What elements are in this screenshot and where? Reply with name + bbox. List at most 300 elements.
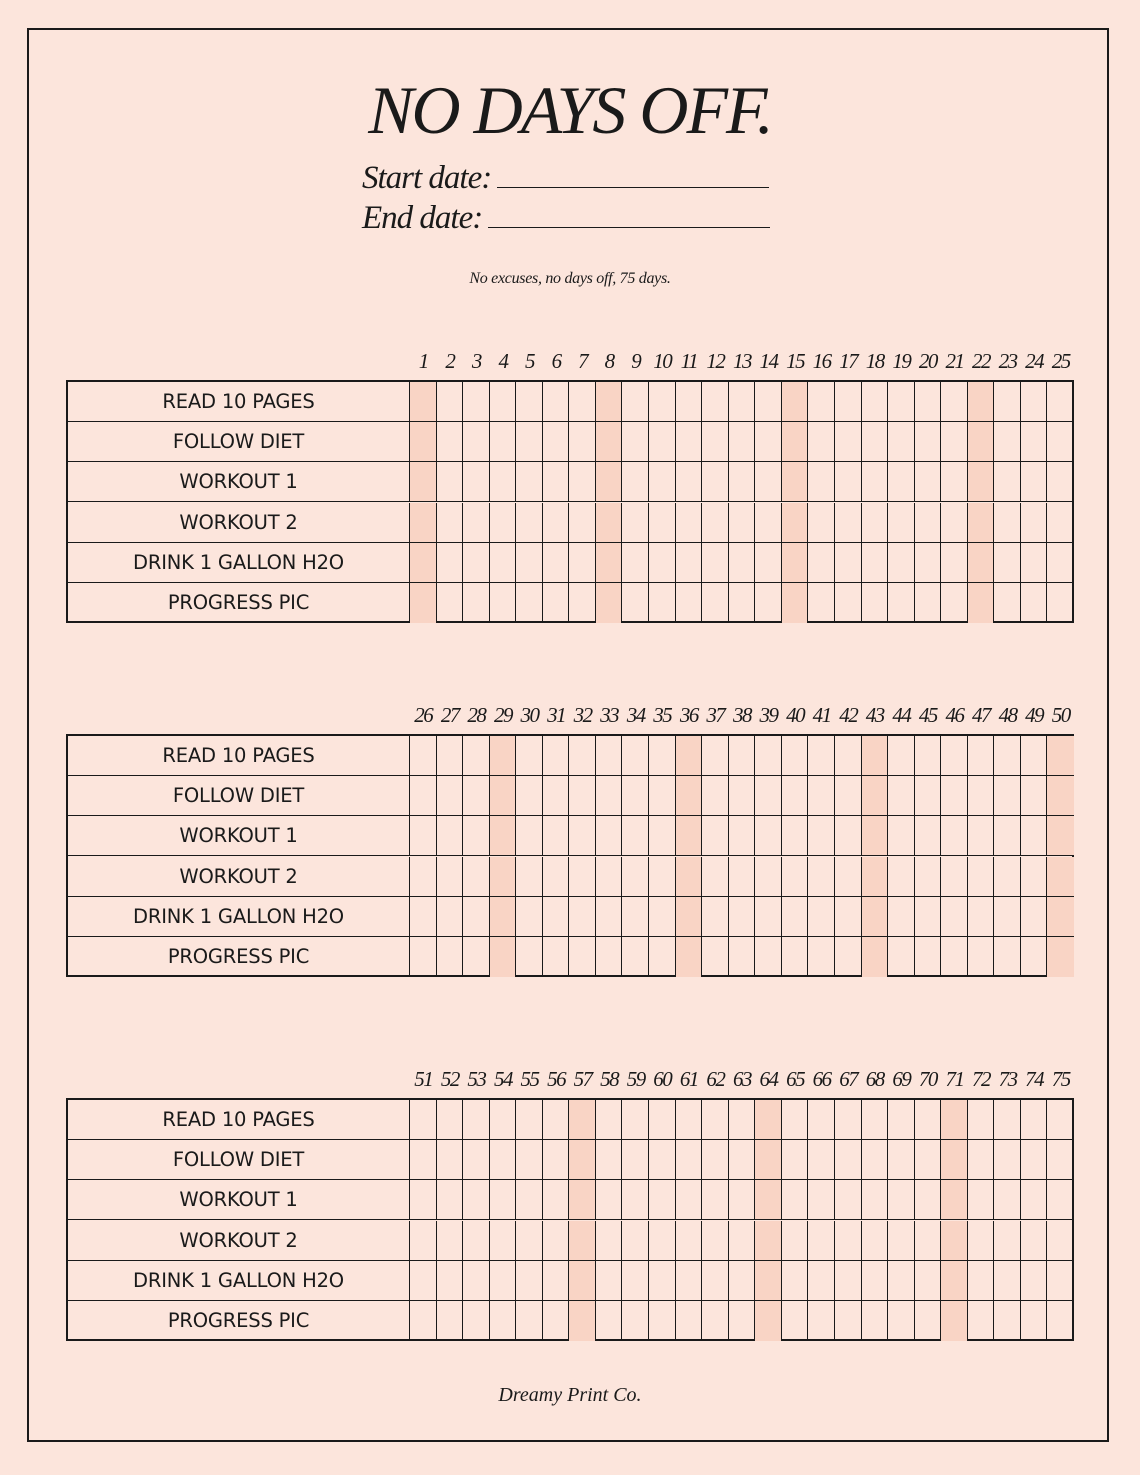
check-cell[interactable]: [543, 736, 570, 775]
check-cell[interactable]: [835, 382, 862, 421]
check-cell[interactable]: [729, 1180, 756, 1219]
check-cell[interactable]: [755, 1301, 782, 1341]
check-cell[interactable]: [888, 1140, 915, 1179]
check-cell[interactable]: [941, 1221, 968, 1260]
check-cell[interactable]: [888, 857, 915, 896]
check-cell[interactable]: [622, 382, 649, 421]
check-cell[interactable]: [729, 897, 756, 936]
check-cell[interactable]: [729, 816, 756, 855]
check-cell[interactable]: [755, 422, 782, 461]
check-cell[interactable]: [729, 1301, 756, 1341]
check-cell[interactable]: [702, 857, 729, 896]
check-cell[interactable]: [941, 897, 968, 936]
check-cell[interactable]: [782, 776, 809, 815]
check-cell[interactable]: [569, 1180, 596, 1219]
check-cell[interactable]: [808, 462, 835, 501]
check-cell[interactable]: [808, 736, 835, 775]
check-cell[interactable]: [649, 543, 676, 582]
check-cell[interactable]: [862, 897, 889, 936]
check-cell[interactable]: [1021, 1180, 1048, 1219]
check-cell[interactable]: [915, 583, 942, 623]
check-cell[interactable]: [862, 776, 889, 815]
check-cell[interactable]: [968, 543, 995, 582]
check-cell[interactable]: [516, 776, 543, 815]
check-cell[interactable]: [490, 543, 517, 582]
check-cell[interactable]: [941, 816, 968, 855]
check-cell[interactable]: [968, 1140, 995, 1179]
check-cell[interactable]: [516, 857, 543, 896]
check-cell[interactable]: [437, 583, 464, 623]
check-cell[interactable]: [410, 503, 437, 542]
check-cell[interactable]: [622, 816, 649, 855]
check-cell[interactable]: [1047, 776, 1074, 815]
check-cell[interactable]: [649, 1100, 676, 1139]
check-cell[interactable]: [702, 897, 729, 936]
check-cell[interactable]: [968, 776, 995, 815]
check-cell[interactable]: [968, 1100, 995, 1139]
check-cell[interactable]: [862, 1301, 889, 1341]
check-cell[interactable]: [994, 736, 1021, 775]
check-cell[interactable]: [888, 776, 915, 815]
check-cell[interactable]: [543, 1301, 570, 1341]
check-cell[interactable]: [569, 776, 596, 815]
check-cell[interactable]: [649, 897, 676, 936]
check-cell[interactable]: [543, 897, 570, 936]
check-cell[interactable]: [1021, 1301, 1048, 1341]
check-cell[interactable]: [994, 422, 1021, 461]
check-cell[interactable]: [437, 503, 464, 542]
check-cell[interactable]: [463, 583, 490, 623]
check-cell[interactable]: [543, 503, 570, 542]
check-cell[interactable]: [915, 736, 942, 775]
check-cell[interactable]: [463, 382, 490, 421]
check-cell[interactable]: [622, 937, 649, 977]
check-cell[interactable]: [862, 937, 889, 977]
check-cell[interactable]: [835, 1180, 862, 1219]
check-cell[interactable]: [490, 583, 517, 623]
check-cell[interactable]: [835, 503, 862, 542]
check-cell[interactable]: [516, 1301, 543, 1341]
check-cell[interactable]: [1047, 897, 1074, 936]
check-cell[interactable]: [569, 462, 596, 501]
check-cell[interactable]: [755, 1261, 782, 1300]
check-cell[interactable]: [915, 816, 942, 855]
check-cell[interactable]: [808, 1140, 835, 1179]
check-cell[interactable]: [490, 503, 517, 542]
check-cell[interactable]: [490, 736, 517, 775]
check-cell[interactable]: [490, 382, 517, 421]
check-cell[interactable]: [915, 857, 942, 896]
check-cell[interactable]: [437, 1221, 464, 1260]
check-cell[interactable]: [941, 382, 968, 421]
check-cell[interactable]: [569, 937, 596, 977]
check-cell[interactable]: [994, 583, 1021, 623]
check-cell[interactable]: [596, 1180, 623, 1219]
check-cell[interactable]: [755, 1221, 782, 1260]
check-cell[interactable]: [596, 857, 623, 896]
check-cell[interactable]: [862, 816, 889, 855]
check-cell[interactable]: [968, 897, 995, 936]
check-cell[interactable]: [622, 1100, 649, 1139]
check-cell[interactable]: [888, 1261, 915, 1300]
check-cell[interactable]: [676, 1261, 703, 1300]
check-cell[interactable]: [490, 1221, 517, 1260]
check-cell[interactable]: [1021, 736, 1048, 775]
check-cell[interactable]: [729, 776, 756, 815]
check-cell[interactable]: [729, 382, 756, 421]
check-cell[interactable]: [782, 816, 809, 855]
check-cell[interactable]: [410, 1140, 437, 1179]
check-cell[interactable]: [862, 1261, 889, 1300]
check-cell[interactable]: [862, 1100, 889, 1139]
check-cell[interactable]: [463, 1180, 490, 1219]
check-cell[interactable]: [543, 422, 570, 461]
check-cell[interactable]: [676, 937, 703, 977]
check-cell[interactable]: [516, 736, 543, 775]
check-cell[interactable]: [994, 1301, 1021, 1341]
check-cell[interactable]: [649, 382, 676, 421]
check-cell[interactable]: [702, 1261, 729, 1300]
check-cell[interactable]: [1047, 543, 1074, 582]
check-cell[interactable]: [968, 736, 995, 775]
check-cell[interactable]: [808, 543, 835, 582]
check-cell[interactable]: [1047, 1180, 1074, 1219]
check-cell[interactable]: [862, 1140, 889, 1179]
check-cell[interactable]: [437, 816, 464, 855]
check-cell[interactable]: [463, 736, 490, 775]
check-cell[interactable]: [463, 462, 490, 501]
check-cell[interactable]: [702, 382, 729, 421]
check-cell[interactable]: [596, 422, 623, 461]
check-cell[interactable]: [835, 857, 862, 896]
check-cell[interactable]: [915, 1261, 942, 1300]
check-cell[interactable]: [782, 422, 809, 461]
check-cell[interactable]: [543, 462, 570, 501]
check-cell[interactable]: [569, 1261, 596, 1300]
check-cell[interactable]: [490, 462, 517, 501]
check-cell[interactable]: [994, 776, 1021, 815]
check-cell[interactable]: [862, 1180, 889, 1219]
check-cell[interactable]: [968, 1180, 995, 1219]
check-cell[interactable]: [676, 857, 703, 896]
check-cell[interactable]: [490, 1301, 517, 1341]
check-cell[interactable]: [835, 937, 862, 977]
check-cell[interactable]: [1047, 937, 1074, 977]
check-cell[interactable]: [596, 1221, 623, 1260]
check-cell[interactable]: [729, 422, 756, 461]
check-cell[interactable]: [702, 937, 729, 977]
check-cell[interactable]: [543, 1100, 570, 1139]
check-cell[interactable]: [994, 1221, 1021, 1260]
check-cell[interactable]: [968, 857, 995, 896]
check-cell[interactable]: [622, 1180, 649, 1219]
check-cell[interactable]: [782, 503, 809, 542]
check-cell[interactable]: [490, 1100, 517, 1139]
check-cell[interactable]: [622, 1221, 649, 1260]
check-cell[interactable]: [702, 583, 729, 623]
check-cell[interactable]: [808, 816, 835, 855]
check-cell[interactable]: [569, 1140, 596, 1179]
check-cell[interactable]: [994, 857, 1021, 896]
check-cell[interactable]: [888, 1301, 915, 1341]
check-cell[interactable]: [755, 776, 782, 815]
check-cell[interactable]: [1047, 583, 1074, 623]
check-cell[interactable]: [808, 776, 835, 815]
check-cell[interactable]: [782, 1100, 809, 1139]
check-cell[interactable]: [490, 897, 517, 936]
check-cell[interactable]: [516, 503, 543, 542]
check-cell[interactable]: [968, 1261, 995, 1300]
check-cell[interactable]: [729, 1261, 756, 1300]
check-cell[interactable]: [994, 1140, 1021, 1179]
check-cell[interactable]: [915, 937, 942, 977]
check-cell[interactable]: [676, 1221, 703, 1260]
check-cell[interactable]: [569, 503, 596, 542]
check-cell[interactable]: [915, 1221, 942, 1260]
check-cell[interactable]: [463, 543, 490, 582]
check-cell[interactable]: [410, 776, 437, 815]
check-cell[interactable]: [941, 937, 968, 977]
check-cell[interactable]: [862, 422, 889, 461]
check-cell[interactable]: [941, 422, 968, 461]
check-cell[interactable]: [622, 897, 649, 936]
check-cell[interactable]: [941, 1180, 968, 1219]
check-cell[interactable]: [755, 543, 782, 582]
check-cell[interactable]: [410, 1180, 437, 1219]
check-cell[interactable]: [649, 857, 676, 896]
check-cell[interactable]: [968, 382, 995, 421]
check-cell[interactable]: [596, 1301, 623, 1341]
check-cell[interactable]: [1047, 382, 1074, 421]
check-cell[interactable]: [410, 1261, 437, 1300]
check-cell[interactable]: [516, 1180, 543, 1219]
check-cell[interactable]: [622, 857, 649, 896]
check-cell[interactable]: [755, 382, 782, 421]
check-cell[interactable]: [729, 1100, 756, 1139]
check-cell[interactable]: [915, 776, 942, 815]
check-cell[interactable]: [410, 462, 437, 501]
check-cell[interactable]: [649, 1180, 676, 1219]
check-cell[interactable]: [994, 462, 1021, 501]
check-cell[interactable]: [941, 857, 968, 896]
check-cell[interactable]: [729, 462, 756, 501]
check-cell[interactable]: [888, 382, 915, 421]
check-cell[interactable]: [755, 816, 782, 855]
check-cell[interactable]: [915, 382, 942, 421]
check-cell[interactable]: [410, 736, 437, 775]
check-cell[interactable]: [782, 1301, 809, 1341]
check-cell[interactable]: [437, 1180, 464, 1219]
check-cell[interactable]: [437, 1100, 464, 1139]
check-cell[interactable]: [676, 543, 703, 582]
check-cell[interactable]: [622, 1261, 649, 1300]
check-cell[interactable]: [649, 583, 676, 623]
check-cell[interactable]: [516, 1221, 543, 1260]
check-cell[interactable]: [410, 857, 437, 896]
check-cell[interactable]: [596, 1140, 623, 1179]
check-cell[interactable]: [888, 1221, 915, 1260]
check-cell[interactable]: [835, 543, 862, 582]
check-cell[interactable]: [808, 422, 835, 461]
check-cell[interactable]: [755, 1180, 782, 1219]
check-cell[interactable]: [543, 1140, 570, 1179]
check-cell[interactable]: [569, 583, 596, 623]
check-cell[interactable]: [1021, 1221, 1048, 1260]
check-cell[interactable]: [596, 816, 623, 855]
check-cell[interactable]: [782, 1261, 809, 1300]
check-cell[interactable]: [915, 422, 942, 461]
check-cell[interactable]: [941, 543, 968, 582]
end-date-field[interactable]: [488, 201, 770, 228]
check-cell[interactable]: [490, 816, 517, 855]
check-cell[interactable]: [676, 462, 703, 501]
check-cell[interactable]: [543, 1221, 570, 1260]
check-cell[interactable]: [596, 1100, 623, 1139]
check-cell[interactable]: [808, 1100, 835, 1139]
check-cell[interactable]: [596, 1261, 623, 1300]
check-cell[interactable]: [437, 897, 464, 936]
check-cell[interactable]: [968, 937, 995, 977]
check-cell[interactable]: [410, 382, 437, 421]
check-cell[interactable]: [569, 897, 596, 936]
check-cell[interactable]: [1021, 857, 1048, 896]
check-cell[interactable]: [888, 422, 915, 461]
check-cell[interactable]: [755, 857, 782, 896]
check-cell[interactable]: [782, 543, 809, 582]
check-cell[interactable]: [516, 816, 543, 855]
check-cell[interactable]: [1047, 1301, 1074, 1341]
check-cell[interactable]: [782, 1140, 809, 1179]
check-cell[interactable]: [490, 1261, 517, 1300]
check-cell[interactable]: [941, 1100, 968, 1139]
check-cell[interactable]: [835, 462, 862, 501]
check-cell[interactable]: [862, 462, 889, 501]
check-cell[interactable]: [490, 937, 517, 977]
check-cell[interactable]: [622, 583, 649, 623]
check-cell[interactable]: [569, 1221, 596, 1260]
check-cell[interactable]: [437, 1140, 464, 1179]
check-cell[interactable]: [729, 736, 756, 775]
check-cell[interactable]: [649, 816, 676, 855]
check-cell[interactable]: [915, 1100, 942, 1139]
check-cell[interactable]: [1047, 1221, 1074, 1260]
check-cell[interactable]: [915, 503, 942, 542]
check-cell[interactable]: [516, 897, 543, 936]
check-cell[interactable]: [782, 857, 809, 896]
check-cell[interactable]: [888, 937, 915, 977]
check-cell[interactable]: [782, 937, 809, 977]
check-cell[interactable]: [437, 1261, 464, 1300]
check-cell[interactable]: [463, 897, 490, 936]
check-cell[interactable]: [782, 736, 809, 775]
check-cell[interactable]: [808, 897, 835, 936]
check-cell[interactable]: [702, 422, 729, 461]
check-cell[interactable]: [543, 776, 570, 815]
check-cell[interactable]: [437, 422, 464, 461]
check-cell[interactable]: [835, 1261, 862, 1300]
check-cell[interactable]: [915, 1180, 942, 1219]
check-cell[interactable]: [1047, 1261, 1074, 1300]
check-cell[interactable]: [410, 816, 437, 855]
check-cell[interactable]: [835, 736, 862, 775]
check-cell[interactable]: [941, 462, 968, 501]
check-cell[interactable]: [437, 382, 464, 421]
check-cell[interactable]: [649, 736, 676, 775]
check-cell[interactable]: [410, 897, 437, 936]
check-cell[interactable]: [463, 1221, 490, 1260]
check-cell[interactable]: [490, 1180, 517, 1219]
check-cell[interactable]: [968, 422, 995, 461]
check-cell[interactable]: [569, 816, 596, 855]
check-cell[interactable]: [888, 543, 915, 582]
check-cell[interactable]: [1021, 1261, 1048, 1300]
check-cell[interactable]: [702, 1221, 729, 1260]
check-cell[interactable]: [808, 857, 835, 896]
check-cell[interactable]: [702, 776, 729, 815]
check-cell[interactable]: [782, 382, 809, 421]
check-cell[interactable]: [862, 382, 889, 421]
check-cell[interactable]: [676, 1140, 703, 1179]
check-cell[interactable]: [755, 1100, 782, 1139]
check-cell[interactable]: [915, 897, 942, 936]
check-cell[interactable]: [755, 897, 782, 936]
check-cell[interactable]: [888, 1180, 915, 1219]
check-cell[interactable]: [569, 857, 596, 896]
check-cell[interactable]: [622, 462, 649, 501]
check-cell[interactable]: [862, 857, 889, 896]
check-cell[interactable]: [437, 937, 464, 977]
check-cell[interactable]: [862, 736, 889, 775]
check-cell[interactable]: [410, 583, 437, 623]
check-cell[interactable]: [437, 857, 464, 896]
check-cell[interactable]: [569, 382, 596, 421]
check-cell[interactable]: [490, 776, 517, 815]
check-cell[interactable]: [994, 543, 1021, 582]
check-cell[interactable]: [516, 937, 543, 977]
check-cell[interactable]: [1021, 897, 1048, 936]
check-cell[interactable]: [1047, 857, 1074, 896]
check-cell[interactable]: [1021, 382, 1048, 421]
check-cell[interactable]: [437, 543, 464, 582]
check-cell[interactable]: [1021, 583, 1048, 623]
check-cell[interactable]: [702, 1301, 729, 1341]
check-cell[interactable]: [755, 736, 782, 775]
check-cell[interactable]: [1047, 503, 1074, 542]
check-cell[interactable]: [516, 1100, 543, 1139]
check-cell[interactable]: [490, 1140, 517, 1179]
check-cell[interactable]: [437, 736, 464, 775]
check-cell[interactable]: [596, 937, 623, 977]
check-cell[interactable]: [835, 1100, 862, 1139]
check-cell[interactable]: [410, 1221, 437, 1260]
check-cell[interactable]: [941, 736, 968, 775]
check-cell[interactable]: [994, 382, 1021, 421]
check-cell[interactable]: [516, 1261, 543, 1300]
check-cell[interactable]: [437, 1301, 464, 1341]
check-cell[interactable]: [994, 816, 1021, 855]
check-cell[interactable]: [994, 897, 1021, 936]
check-cell[interactable]: [888, 1100, 915, 1139]
check-cell[interactable]: [463, 937, 490, 977]
check-cell[interactable]: [835, 1301, 862, 1341]
check-cell[interactable]: [835, 1140, 862, 1179]
check-cell[interactable]: [755, 462, 782, 501]
check-cell[interactable]: [1047, 736, 1074, 775]
check-cell[interactable]: [463, 1100, 490, 1139]
check-cell[interactable]: [835, 897, 862, 936]
check-cell[interactable]: [543, 937, 570, 977]
check-cell[interactable]: [463, 1301, 490, 1341]
